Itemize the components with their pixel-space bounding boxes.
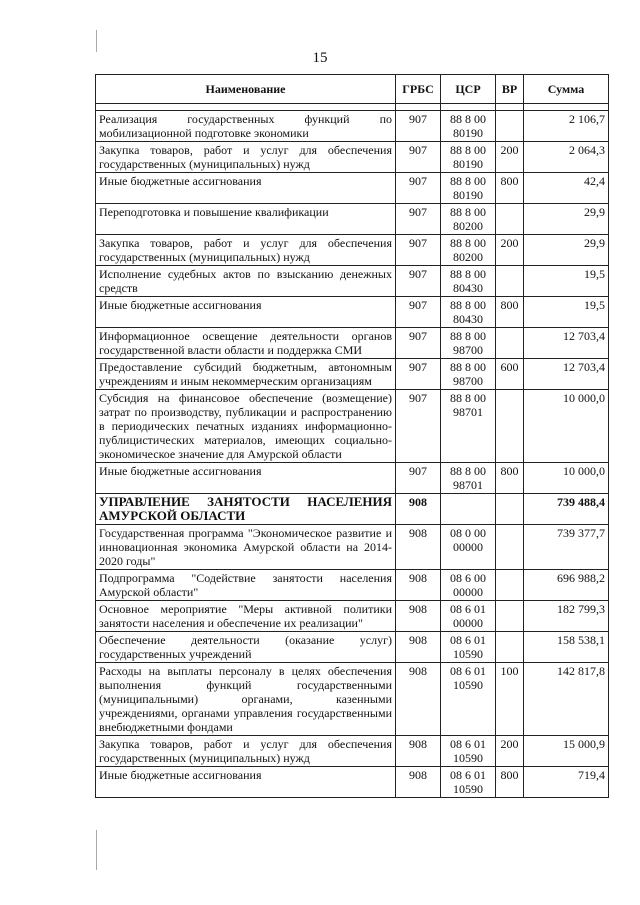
table-row bbox=[96, 632, 609, 663]
cell-sum: 158 538,1 bbox=[524, 632, 609, 663]
cell-name: Государственная программа "Экономическое развитие и инновационная экономика Амурской области на 2014-2020 годы" bbox=[96, 525, 396, 570]
table-row bbox=[96, 173, 609, 204]
cell-vr: 200 bbox=[496, 142, 524, 173]
column-header-csr: ЦСР bbox=[441, 75, 496, 104]
table-spacer-row bbox=[96, 104, 609, 111]
table-row bbox=[96, 235, 609, 266]
cell-sum: 142 817,8 bbox=[524, 663, 609, 736]
table-row bbox=[96, 142, 609, 173]
cell-grbs: 907 bbox=[396, 328, 441, 359]
cell-name: Закупка товаров, работ и услуг для обеспечения государственных (муниципальных) нужд bbox=[96, 235, 396, 266]
scan-artifact-line bbox=[96, 830, 97, 870]
cell-csr: 88 8 00 80430 bbox=[441, 297, 496, 328]
cell-sum: 15 000,9 bbox=[524, 736, 609, 767]
cell-vr: 100 bbox=[496, 663, 524, 736]
cell-vr: 200 bbox=[496, 235, 524, 266]
cell-csr: 08 6 01 10590 bbox=[441, 736, 496, 767]
budget-table bbox=[95, 74, 609, 798]
cell-csr: 88 8 00 98701 bbox=[441, 390, 496, 463]
table-row bbox=[96, 359, 609, 390]
table-row bbox=[96, 266, 609, 297]
cell-name: Обеспечение деятельности (оказание услуг) государственных учреждений bbox=[96, 632, 396, 663]
cell-grbs: 907 bbox=[396, 297, 441, 328]
table-row bbox=[96, 297, 609, 328]
cell-grbs: 908 bbox=[396, 601, 441, 632]
cell-grbs: 907 bbox=[396, 266, 441, 297]
cell-vr bbox=[496, 390, 524, 463]
cell-sum: 696 988,2 bbox=[524, 570, 609, 601]
cell-vr bbox=[496, 328, 524, 359]
cell-sum: 19,5 bbox=[524, 297, 609, 328]
cell-vr: 600 bbox=[496, 359, 524, 390]
cell-grbs: 908 bbox=[396, 632, 441, 663]
cell-csr: 88 8 00 80190 bbox=[441, 111, 496, 142]
column-header-vr: ВР bbox=[496, 75, 524, 104]
cell-sum: 719,4 bbox=[524, 767, 609, 798]
cell-name: Закупка товаров, работ и услуг для обеспечения государственных (муниципальных) нужд bbox=[96, 142, 396, 173]
cell-grbs: 907 bbox=[396, 204, 441, 235]
cell-sum: 42,4 bbox=[524, 173, 609, 204]
cell-name: Предоставление субсидий бюджетным, автономным учреждениям и иным некоммерческим организациям bbox=[96, 359, 396, 390]
cell-csr: 08 6 00 00000 bbox=[441, 570, 496, 601]
column-header-name: Наименование bbox=[96, 75, 396, 104]
cell-name: Иные бюджетные ассигнования bbox=[96, 297, 396, 328]
cell-vr bbox=[496, 111, 524, 142]
cell-vr bbox=[496, 632, 524, 663]
table-row bbox=[96, 390, 609, 463]
cell-vr: 800 bbox=[496, 767, 524, 798]
cell-name: Иные бюджетные ассигнования bbox=[96, 767, 396, 798]
cell-sum: 29,9 bbox=[524, 235, 609, 266]
cell-grbs: 907 bbox=[396, 111, 441, 142]
table-row bbox=[96, 111, 609, 142]
cell-grbs: 907 bbox=[396, 390, 441, 463]
cell-sum: 29,9 bbox=[524, 204, 609, 235]
cell-grbs: 907 bbox=[396, 173, 441, 204]
cell-csr: 08 6 01 10590 bbox=[441, 632, 496, 663]
cell-name: Реализация государственных функций по мобилизационной подготовке экономики bbox=[96, 111, 396, 142]
table-row bbox=[96, 463, 609, 494]
cell-vr bbox=[496, 570, 524, 601]
table-row bbox=[96, 663, 609, 736]
cell-name: Иные бюджетные ассигнования bbox=[96, 173, 396, 204]
cell-name: Исполнение судебных актов по взысканию денежных средств bbox=[96, 266, 396, 297]
cell-name: Расходы на выплаты персоналу в целях обеспечения выполнения функций государственными (муниципальными) органами, казенными учреждениями, органами управления государственными внебюджетными фондами bbox=[96, 663, 396, 736]
cell-vr bbox=[496, 204, 524, 235]
cell-csr: 08 6 01 10590 bbox=[441, 767, 496, 798]
cell-grbs: 907 bbox=[396, 359, 441, 390]
cell-name: Основное мероприятие "Меры активной политики занятости населения и обеспечение их реализации" bbox=[96, 601, 396, 632]
cell-sum: 10 000,0 bbox=[524, 463, 609, 494]
table-row bbox=[96, 494, 609, 525]
cell-sum: 12 703,4 bbox=[524, 328, 609, 359]
cell-csr: 88 8 00 98700 bbox=[441, 359, 496, 390]
cell-grbs: 907 bbox=[396, 142, 441, 173]
cell-name: Информационное освещение деятельности органов государственной власти области и поддержка СМИ bbox=[96, 328, 396, 359]
cell-grbs: 907 bbox=[396, 235, 441, 266]
cell-csr: 88 8 00 80190 bbox=[441, 173, 496, 204]
cell-grbs: 908 bbox=[396, 736, 441, 767]
table-row bbox=[96, 601, 609, 632]
cell-csr: 88 8 00 80200 bbox=[441, 204, 496, 235]
cell-sum: 2 064,3 bbox=[524, 142, 609, 173]
cell-grbs: 908 bbox=[396, 494, 441, 525]
cell-name: УПРАВЛЕНИЕ ЗАНЯТОСТИ НАСЕЛЕНИЯ АМУРСКОЙ ОБЛАСТИ bbox=[96, 494, 396, 525]
cell-sum: 182 799,3 bbox=[524, 601, 609, 632]
column-header-sum: Сумма bbox=[524, 75, 609, 104]
cell-name: Субсидия на финансовое обеспечение (возмещение) затрат по производству, публикации и распространению в периодических печатных изданиях информационно-публицистических материалов, имеющих социально-экономическое значение для Амурской области bbox=[96, 390, 396, 463]
scan-artifact-line bbox=[96, 30, 97, 52]
cell-name: Закупка товаров, работ и услуг для обеспечения государственных (муниципальных) нужд bbox=[96, 736, 396, 767]
cell-sum: 739 377,7 bbox=[524, 525, 609, 570]
cell-sum: 739 488,4 bbox=[524, 494, 609, 525]
cell-name: Переподготовка и повышение квалификации bbox=[96, 204, 396, 235]
table-row bbox=[96, 767, 609, 798]
cell-grbs: 908 bbox=[396, 663, 441, 736]
table-row bbox=[96, 525, 609, 570]
page-number: 15 bbox=[312, 50, 328, 66]
cell-sum: 10 000,0 bbox=[524, 390, 609, 463]
table-body bbox=[96, 104, 609, 798]
cell-csr bbox=[441, 494, 496, 525]
cell-name: Иные бюджетные ассигнования bbox=[96, 463, 396, 494]
cell-csr: 88 8 00 98700 bbox=[441, 328, 496, 359]
table-row bbox=[96, 736, 609, 767]
cell-csr: 08 6 01 00000 bbox=[441, 601, 496, 632]
cell-csr: 88 8 00 98701 bbox=[441, 463, 496, 494]
table-header-row bbox=[96, 75, 609, 104]
table-row bbox=[96, 570, 609, 601]
column-header-grbs: ГРБС bbox=[396, 75, 441, 104]
cell-csr: 08 6 01 10590 bbox=[441, 663, 496, 736]
cell-name: Подпрограмма "Содействие занятости населения Амурской области" bbox=[96, 570, 396, 601]
cell-vr bbox=[496, 494, 524, 525]
cell-sum: 2 106,7 bbox=[524, 111, 609, 142]
cell-vr bbox=[496, 601, 524, 632]
cell-grbs: 907 bbox=[396, 463, 441, 494]
cell-grbs: 908 bbox=[396, 767, 441, 798]
cell-vr: 800 bbox=[496, 297, 524, 328]
cell-sum: 19,5 bbox=[524, 266, 609, 297]
cell-vr: 800 bbox=[496, 173, 524, 204]
cell-vr bbox=[496, 266, 524, 297]
cell-vr: 800 bbox=[496, 463, 524, 494]
cell-grbs: 908 bbox=[396, 525, 441, 570]
table-row bbox=[96, 204, 609, 235]
cell-sum: 12 703,4 bbox=[524, 359, 609, 390]
table-row bbox=[96, 328, 609, 359]
cell-vr bbox=[496, 525, 524, 570]
cell-csr: 88 8 00 80200 bbox=[441, 235, 496, 266]
cell-csr: 08 0 00 00000 bbox=[441, 525, 496, 570]
cell-grbs: 908 bbox=[396, 570, 441, 601]
cell-csr: 88 8 00 80430 bbox=[441, 266, 496, 297]
cell-csr: 88 8 00 80190 bbox=[441, 142, 496, 173]
cell-vr: 200 bbox=[496, 736, 524, 767]
